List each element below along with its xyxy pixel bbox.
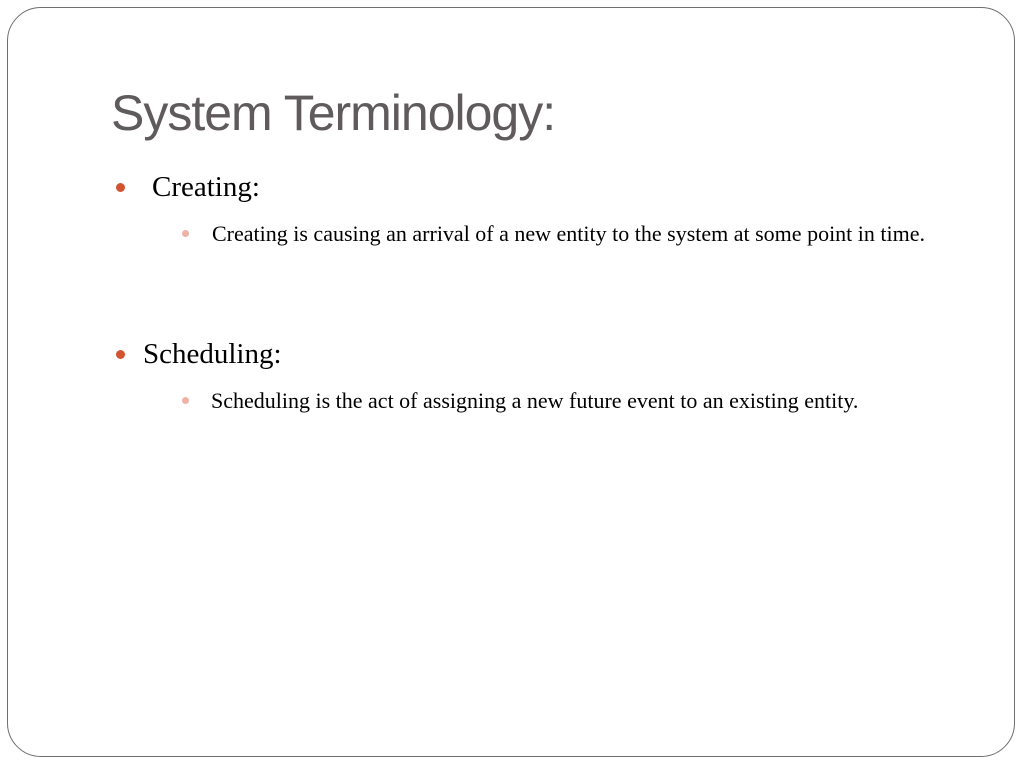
bullet-icon xyxy=(116,350,125,359)
slide-title: System Terminology: xyxy=(111,85,556,141)
item-detail-scheduling: Scheduling is the act of assigning a new future event to an existing entity. xyxy=(211,388,859,413)
item-heading-creating: Creating: xyxy=(152,171,260,203)
sub-bullet-icon xyxy=(182,397,189,404)
item-heading-scheduling: Scheduling: xyxy=(143,338,282,370)
item-detail-creating: Creating is causing an arrival of a new entity to the system at some point in time. xyxy=(212,221,926,246)
sub-bullet-icon xyxy=(182,230,189,237)
bullet-icon xyxy=(116,183,125,192)
